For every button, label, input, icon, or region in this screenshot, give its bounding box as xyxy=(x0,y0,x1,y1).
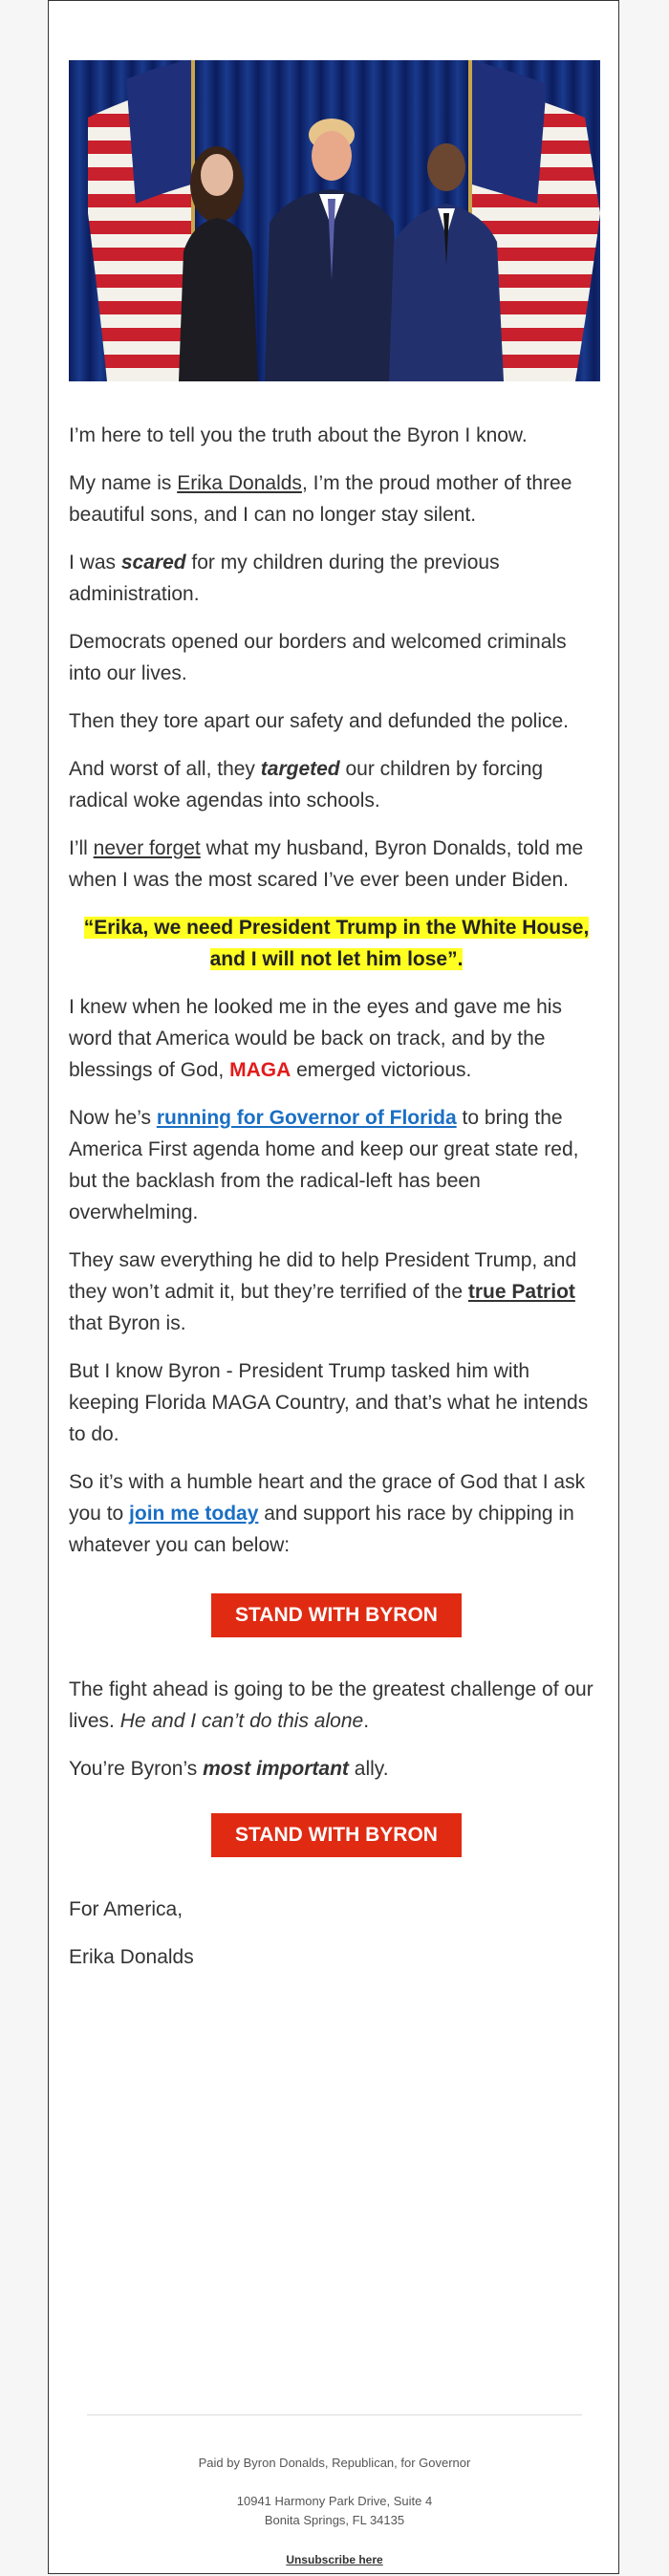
closing: For America, xyxy=(69,1898,183,1920)
signature: Erika Donalds xyxy=(69,1946,194,1968)
highlighted-quote: “Erika, we need President Trump in the White House, and I will not let him lose”. xyxy=(83,917,590,970)
paragraph: I’ll never forget what my husband, Byron Donalds, told me when I was the most scared I’ve ever been under Biden. xyxy=(69,837,584,891)
paragraph: I knew when he looked me in the eyes and gave me his word that America would be back on track, and by the blessings of God, MAGA emerged victorious. xyxy=(69,996,562,1081)
email-footer xyxy=(87,2414,582,2569)
address-line-2: Bonita Springs, FL 34135 xyxy=(264,2513,405,2527)
paragraph: So it’s with a humble heart and the grace of God that I ask you to join me today and support his race by chipping in whatever you can below: xyxy=(69,1471,586,1556)
cta-container xyxy=(69,1813,604,1857)
paragraph: But I know Byron - President Trump tasked him with keeping Florida MAGA Country, and that’s what he intends to do. xyxy=(69,1360,589,1445)
hero-photo xyxy=(69,60,600,381)
paragraph: And worst of all, they targeted our children by forcing radical woke agendas into schools. xyxy=(69,758,544,812)
email-frame xyxy=(48,0,619,2574)
join-me-link[interactable]: join me today xyxy=(129,1503,259,1525)
paragraph: I was scared for my children during the previous administration. xyxy=(69,552,500,605)
paragraph: You’re Byron’s most important ally. xyxy=(69,1758,389,1780)
paragraph: Democrats opened our borders and welcomed criminals into our lives. xyxy=(69,631,567,684)
paragraph: My name is Erika Donalds, I’m the proud mother of three beautiful sons, and I can no longer stay silent. xyxy=(69,472,572,526)
governor-link[interactable]: running for Governor of Florida xyxy=(156,1107,457,1129)
author-name: Erika Donalds xyxy=(177,472,302,494)
email-body xyxy=(69,420,604,1989)
address-line-1: 10941 Harmony Park Drive, Suite 4 xyxy=(236,2494,433,2508)
stand-with-byron-button[interactable]: STAND WITH BYRON xyxy=(211,1593,462,1637)
hero-illustration xyxy=(69,60,600,381)
cta-container xyxy=(69,1593,604,1637)
paragraph: Then they tore apart our safety and defunded the police. xyxy=(69,710,570,732)
paragraph: I’m here to tell you the truth about the Byron I know. xyxy=(69,424,528,446)
paragraph: The fight ahead is going to be the greatest challenge of our lives. He and I can’t do this alone. xyxy=(69,1678,593,1732)
paragraph: They saw everything he did to help President Trump, and they won’t admit it, but they’re terrified of the true Patriot that Byron is. xyxy=(69,1249,577,1334)
stand-with-byron-button-2[interactable]: STAND WITH BYRON xyxy=(211,1813,462,1857)
paid-by-disclaimer: Paid by Byron Donalds, Republican, for Governor xyxy=(198,2456,471,2470)
paragraph: Now he’s running for Governor of Florida to bring the America First agenda home and keep our great state red, but the backlash from the radical-left has been overwhelming. xyxy=(69,1107,579,1223)
unsubscribe-link[interactable]: Unsubscribe here xyxy=(286,2553,383,2566)
